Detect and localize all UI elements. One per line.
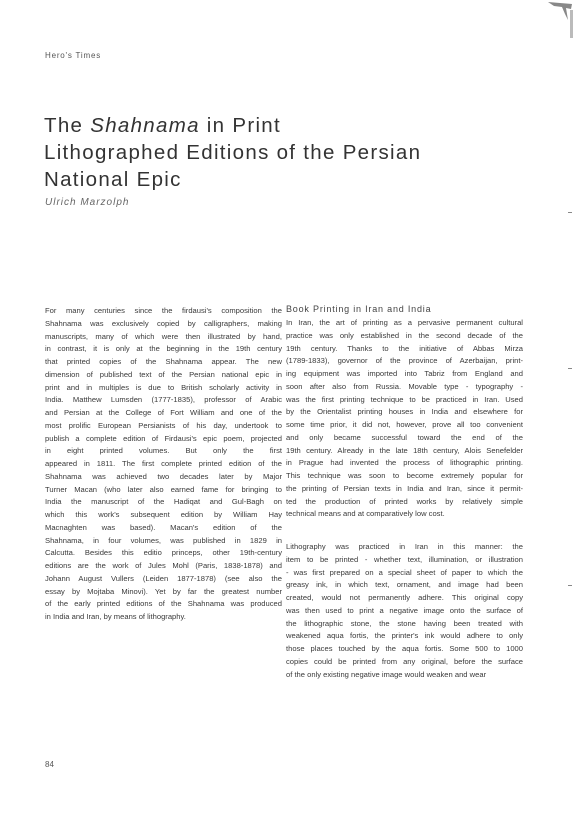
text-line: the printing of Persian texts in India and Iran, since it permit- — [286, 483, 523, 493]
text-line: in contrast, it is only at the beginning in the 19th century — [45, 344, 282, 354]
title-line-1-emphasis: Shahnama — [90, 114, 200, 137]
text-line: by the Orientalist printing houses in India and elsewhere for — [286, 407, 523, 417]
title-line-1 — [44, 114, 281, 137]
text-line: dimension of published text of the Persian national epic in — [45, 369, 282, 379]
text-line: India the manuscript of the Hadiqat and Gul-Bagh on — [45, 497, 282, 507]
text-line: weakened aqua fortis, the printer's ink would adhere to only — [286, 631, 523, 641]
title-line-1-post: in Print — [199, 114, 281, 137]
text-line: India. Matthew Lumsden (1777-1835), professor of Arabic — [45, 395, 282, 405]
text-line: item to be printed - whether text, illumination, or illustration — [286, 554, 523, 564]
text-line: 19th century. Already in the late 18th century, Alois Senefelder — [286, 445, 523, 455]
text-line: those places touched by the aqua fortis. Some 500 to 1000 — [286, 644, 523, 653]
text-line: - was first prepared on a special sheet of paper to which the — [286, 567, 523, 577]
text-line: copies could be printed from any original, before the surface — [286, 656, 523, 666]
text-line: which this work's subsequent edition by William Hay — [45, 510, 282, 519]
text-line: Johann August Vullers (Leiden 1877-1878) (see also the — [45, 573, 282, 583]
text-line: Macnaghten was based). Macan's edition of the — [45, 522, 282, 532]
text-line: 19th century. Thanks to the initiative of Abbas Mirza — [286, 343, 523, 353]
text-line: was the first printing technique to be practiced in Iran. Used — [286, 394, 523, 404]
scan-corner-mark — [544, 0, 574, 40]
text-line: was then used to print a negative image onto the surface of — [286, 605, 523, 615]
article-title — [44, 112, 504, 193]
text-line: in Prague had invented the process of lithographic printing. — [286, 458, 523, 468]
title-line-1-pre: The — [44, 114, 91, 137]
text-line: soon after also from Russia. Movable type - typography - — [286, 381, 523, 391]
right-column-paragraph-1 — [286, 317, 523, 521]
text-line: This technique was soon to become extremely popular for — [286, 471, 523, 480]
right-column-paragraph-2 — [286, 541, 523, 681]
text-line: the lithographic stone, the stone having been treated with — [286, 618, 523, 628]
text-line: technical means and at comparatively low cost. — [286, 509, 445, 519]
text-line: of the only existing negative image would weaken and wear — [286, 669, 487, 679]
text-line: Shahnama was achieved two decades later by Major — [45, 471, 282, 481]
text-line: greasy ink, in which text, ornament, and image had been — [286, 580, 523, 590]
text-line: Calcutta. Besides this editio princeps, other 19th-century — [45, 548, 282, 558]
text-line: Lithography was practiced in Iran in this manner: the — [286, 542, 523, 551]
text-line: publish a complete edition of Firdausi's epic poem, projected — [45, 433, 282, 443]
text-line: of the early printed editions of the Shahnama was produced — [45, 599, 282, 609]
text-line: most prolific European Persianists of his day, undertook to — [45, 420, 282, 430]
text-line: Shahnama was exclusively copied by calligraphers, making — [45, 318, 282, 328]
text-line: ted the production of printed works by relatively simple — [286, 496, 523, 506]
left-column-paragraph — [45, 305, 282, 624]
text-line: editions are the work of Jules Mohl (Paris, 1838-1878) and — [45, 561, 282, 570]
text-line: Turner Macan (who later also earned fame for bringing to — [45, 484, 282, 494]
text-line: manuscripts, many of which were then illustrated by hand, — [45, 331, 282, 341]
section-heading: Book Printing in Iran and India — [286, 304, 432, 314]
scan-edge-mark — [568, 212, 572, 213]
text-line: ing equipment was imported into Tabriz from England and — [286, 369, 523, 378]
text-line: created, would not permanently adhere. This original copy — [286, 593, 523, 602]
text-line: and Persian at the College of Fort William and one of the — [45, 408, 282, 417]
right-column — [286, 303, 523, 681]
text-line: For many centuries since the firdausi's composition the — [45, 306, 282, 315]
page-number: 84 — [45, 760, 54, 769]
title-line-3: National Epic — [44, 168, 182, 191]
text-line: (1789-1833), governor of the province of Azerbaijan, print- — [286, 356, 523, 366]
text-line: Shahnama, in four volumes, was published in 1829 in — [45, 535, 282, 545]
scan-edge-mark — [568, 368, 572, 369]
text-line: practice was only established in the second decade of the — [286, 330, 523, 340]
text-line: essay by Mojtaba Minovi). Yet by far the greatest number — [45, 586, 282, 596]
text-line: in eight printed volumes. But only the first — [45, 446, 282, 456]
text-line: in India and Iran, by means of lithography. — [45, 612, 186, 621]
title-line-2: Lithographed Editions of the Persian — [44, 141, 422, 164]
text-line: some time prior, it did not, however, prove all too convenient — [286, 420, 523, 429]
text-line: In Iran, the art of printing as a pervasive permanent cultural — [286, 318, 523, 327]
text-line: that printed copies of the Shahnama appear. The new — [45, 357, 282, 366]
author-byline: Ulrich Marzolph — [45, 197, 130, 208]
text-line: print and in multiples is due to British scholarly activity in — [45, 382, 282, 392]
text-line: and only became successful toward the end of the — [286, 432, 523, 442]
scan-edge-mark — [568, 585, 572, 586]
running-head: Hero's Times — [45, 51, 102, 60]
left-column — [45, 305, 282, 624]
text-line: appeared in 1811. The first complete printed edition of the — [45, 459, 282, 468]
